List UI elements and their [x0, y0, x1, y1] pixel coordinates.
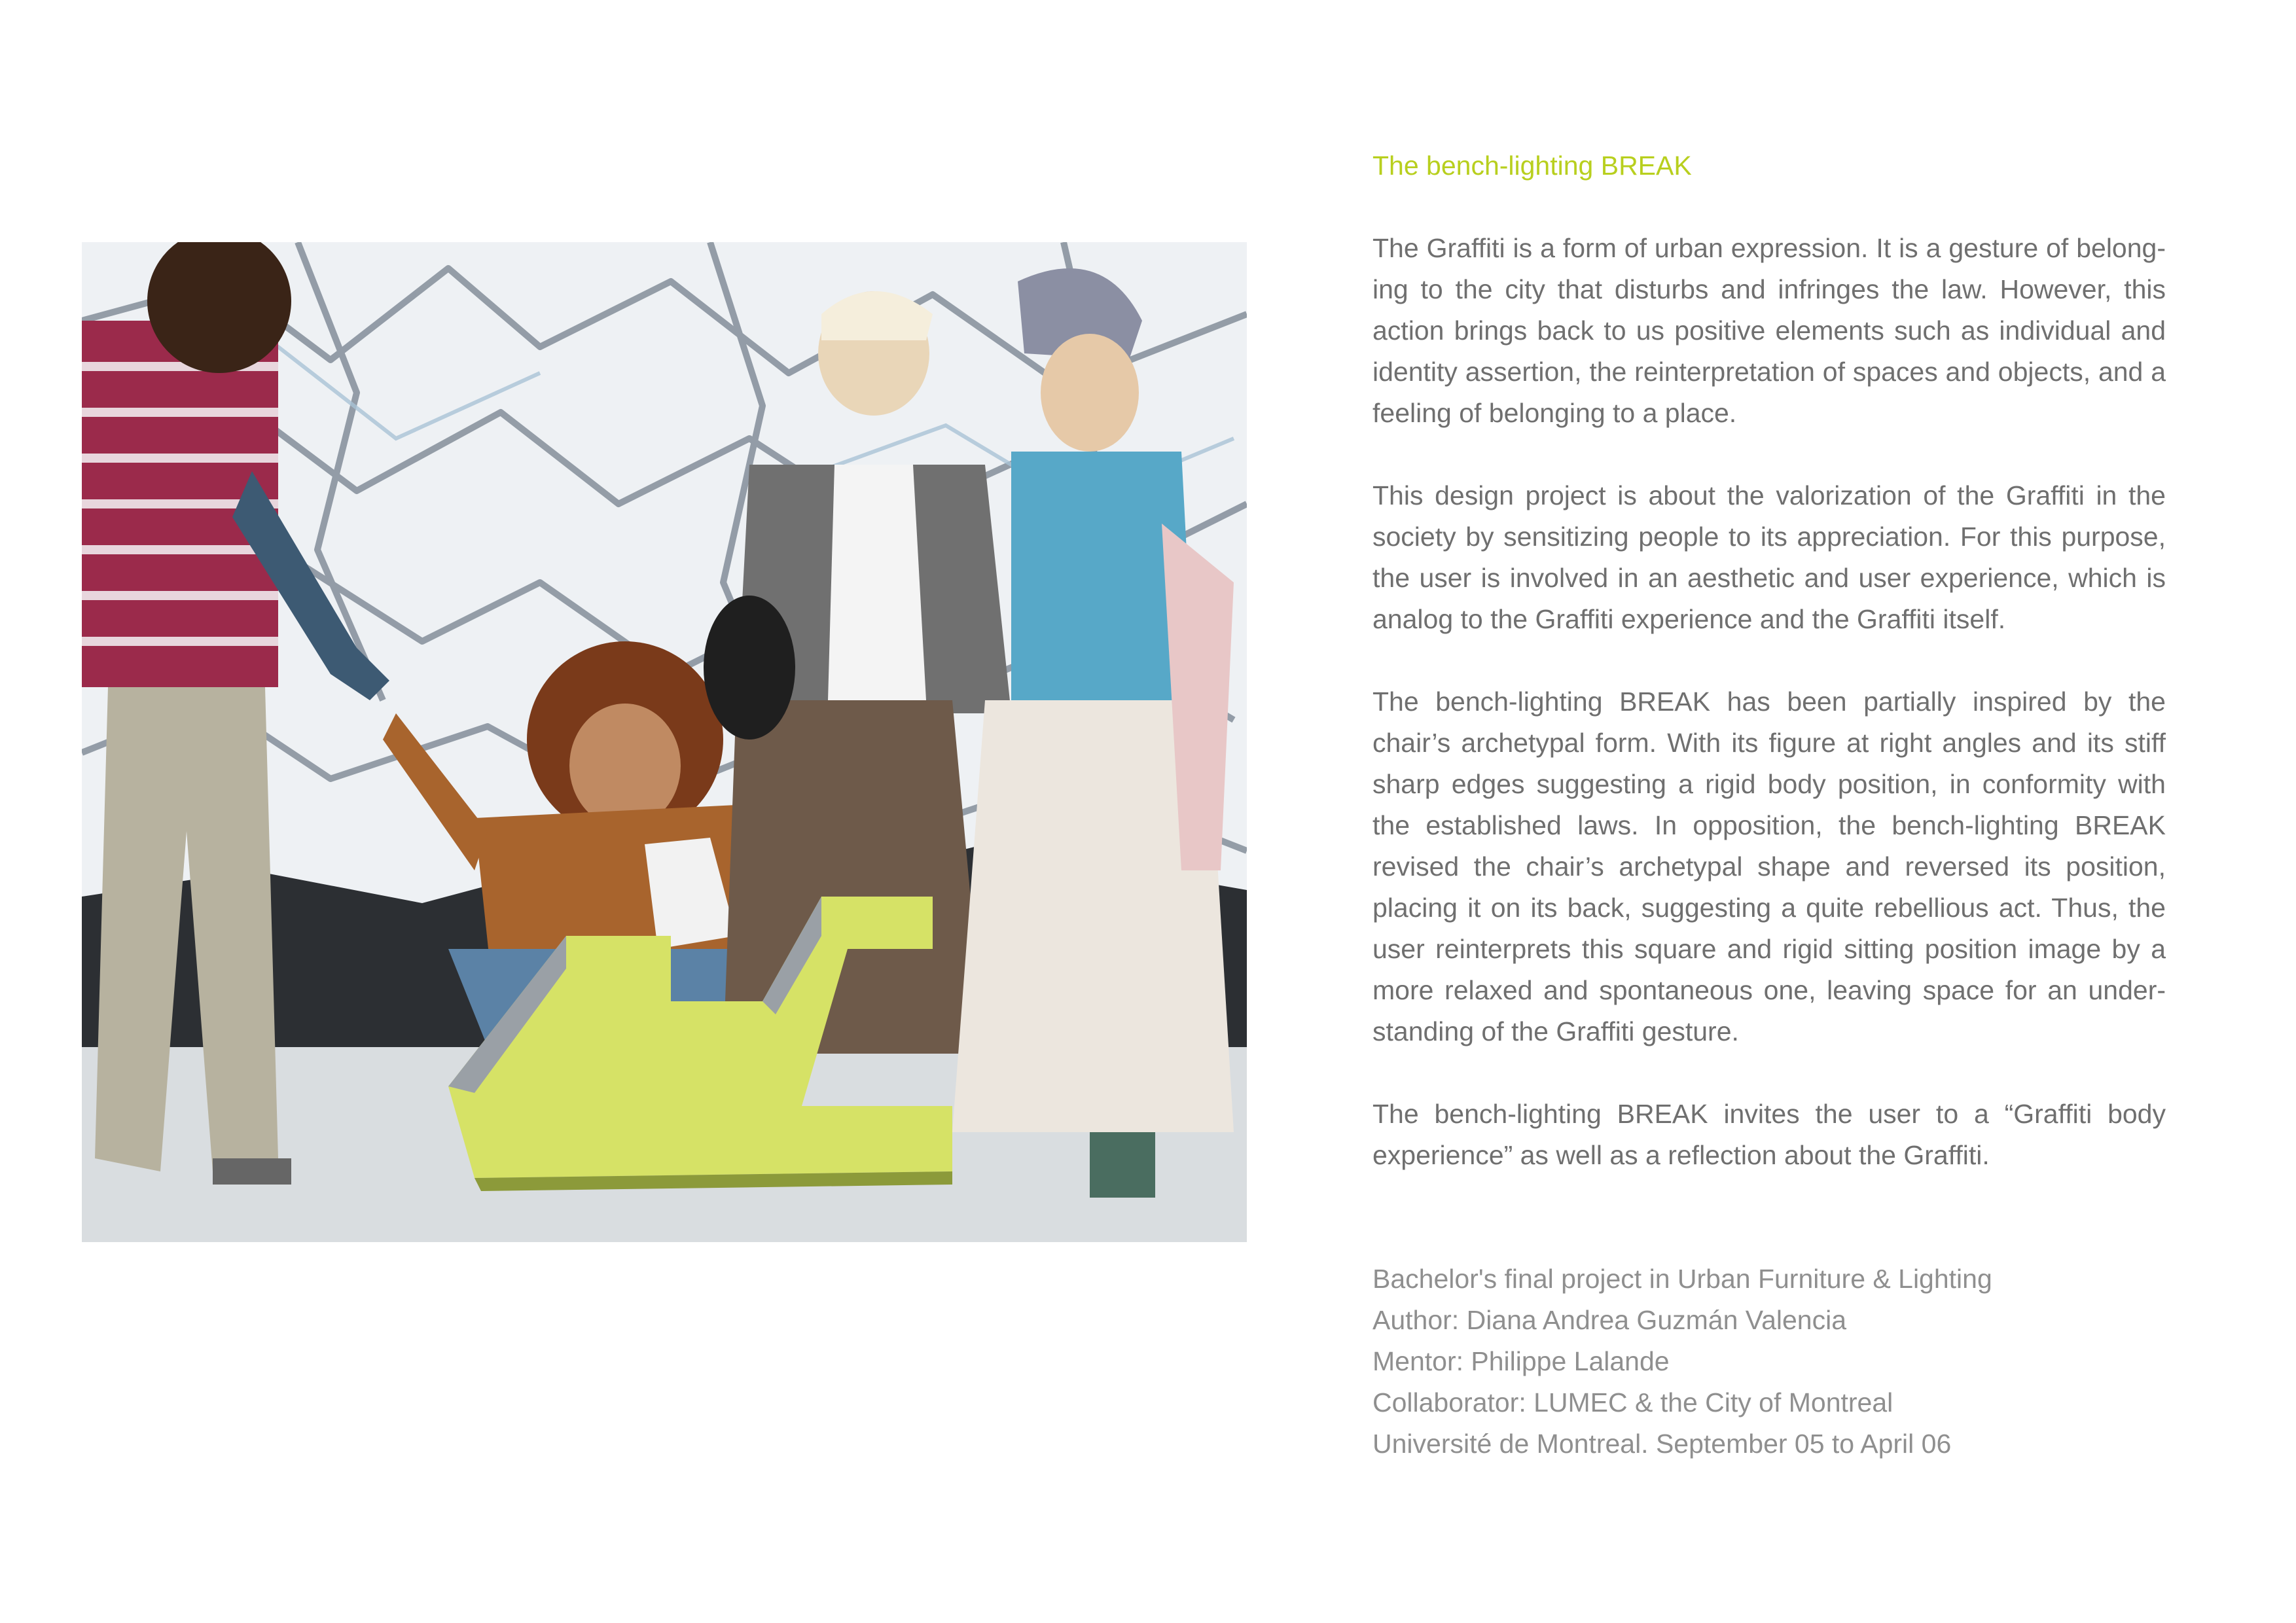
credit-program: Bachelor's final project in Urban Furniture & Lighting: [1372, 1264, 1992, 1294]
credit-institution: Université de Montreal. September 05 to April 06: [1372, 1429, 1952, 1459]
credit-collaborator: Collaborator: LUMEC & the City of Montreal: [1372, 1387, 1893, 1418]
project-description: [1372, 145, 2166, 1465]
project-title: The bench-lighting BREAK: [1372, 151, 1692, 181]
paragraph-graffiti-intro: The Graffiti is a form of urban expression. It is a gesture of belong-ing to the city that disturbs and infringes the law. However, this action brings back to us positive elements such as individual and identity assertion, the reinterpretation of spaces and objects, and a feeling of belonging to a place.: [1372, 233, 2166, 428]
project-photo: [82, 242, 1247, 1242]
credit-author: Author: Diana Andrea Guzmán Valencia: [1372, 1305, 1847, 1335]
paragraph-invitation: The bench-lighting BREAK invites the user to a “Graffiti body experience” as well as a reflection about the Graffiti.: [1372, 1099, 2166, 1170]
project-credits: [1372, 1258, 2166, 1465]
credit-mentor: Mentor: Philippe Lalande: [1372, 1346, 1670, 1376]
paragraph-design-inspiration: The bench-lighting BREAK has been partially inspired by the chair’s archetypal form. With its figure at right angles and its stiff sharp edges suggesting a rigid body position, in conformity with the established laws. In opposition, the bench-lighting BREAK revised the chair’s archetypal shape and reversed its position, placing it on its back, suggesting a quite rebellious act. Thus, the user reinterprets this square and rigid sitting position image by a more relaxed and spontaneous one, leaving space for an under-standing of the Graffiti gesture.: [1372, 687, 2166, 1046]
paragraph-project-purpose: This design project is about the valorization of the Graffiti in the society by sensitizing people to its appreciation. For this purpose, the user is involved in an aesthetic and user experience, which is analog to the Graffiti experience and the Graffiti itself.: [1372, 480, 2166, 634]
